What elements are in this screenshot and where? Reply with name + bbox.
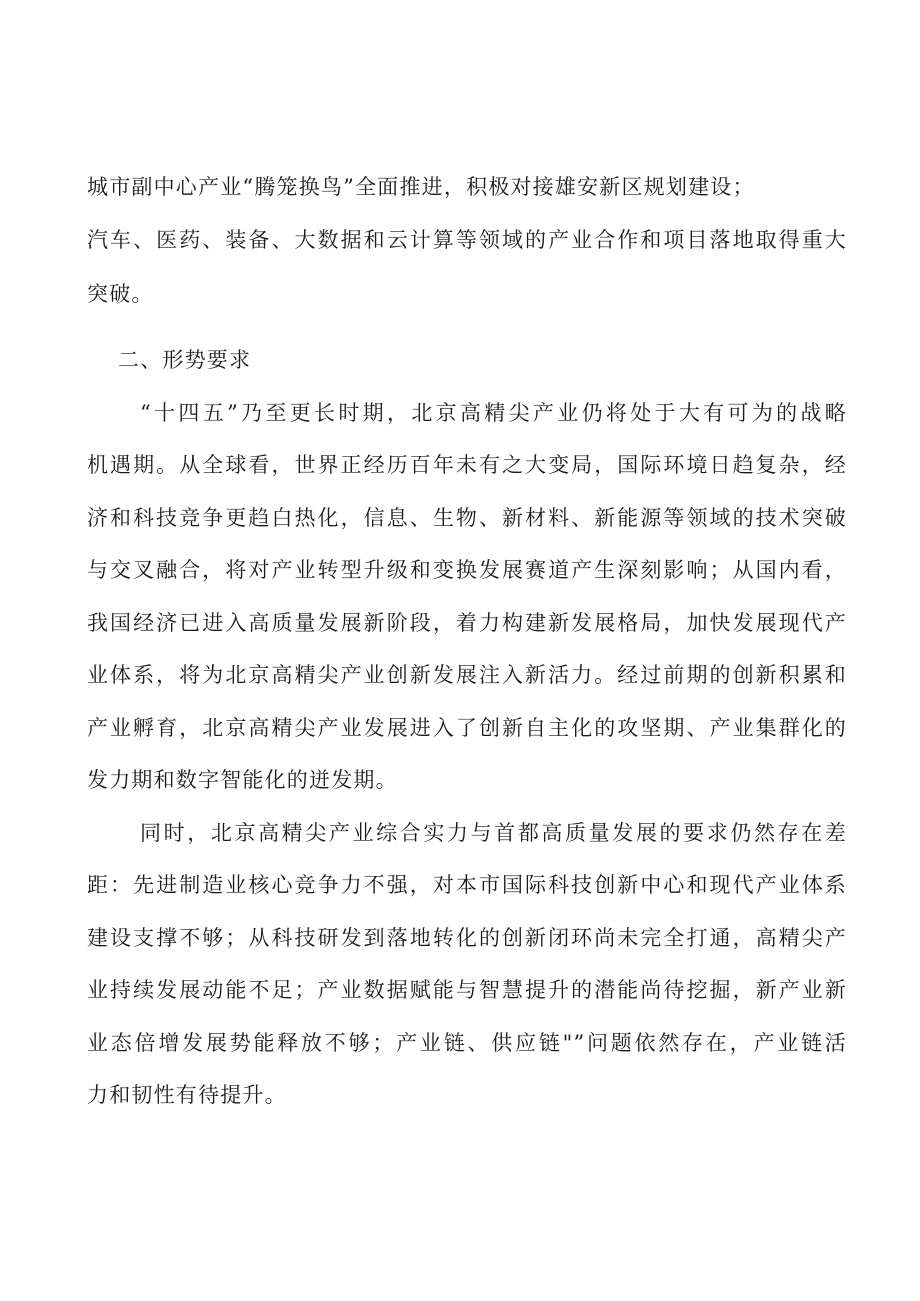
paragraph1-line-1: “十四五”乃至更长时期，北京高精尖产业仍将处于大有可为的战略 <box>140 401 847 425</box>
paragraph2-line-6: 力和韧性有待提升。 <box>87 1083 287 1107</box>
paragraph1-line-6: 业体系，将为北京高精尖产业创新发展注入新活力。经过前期的创新积累和 <box>87 663 847 687</box>
intro-line-3: 突破。 <box>87 282 154 306</box>
intro-line-2: 汽车、医药、装备、大数据和云计算等领域的产业合作和项目落地取得重大 <box>87 228 847 252</box>
section-heading: 二、形势要求 <box>118 348 252 372</box>
paragraph2-line-3: 建设支撑不够；从科技研发到落地转化的创新闭环尚未完全打通，高精尖产 <box>87 926 847 950</box>
paragraph1-line-5: 我国经济已进入高质量发展新阶段，着力构建新发展格局，加快发展现代产 <box>87 611 847 635</box>
paragraph1-line-7: 产业孵育，北京高精尖产业发展进入了创新自主化的攻坚期、产业集群化的 <box>87 716 847 740</box>
paragraph1-line-4: 与交叉融合，将对产业转型升级和变换发展赛道产生深刻影响；从国内看， <box>87 558 847 582</box>
paragraph1-line-2: 机遇期。从全球看，世界正经历百年未有之大变局，国际环境日趋复杂，经 <box>87 453 847 477</box>
paragraph1-line-8: 发力期和数字智能化的迸发期。 <box>87 768 398 792</box>
paragraph2-line-1: 同时，北京高精尖产业综合实力与首都高质量发展的要求仍然存在差 <box>140 821 847 845</box>
paragraph2-line-5: 业态倍增发展势能释放不够；产业链、供应链"”问题依然存在，产业链活 <box>87 1031 847 1055</box>
paragraph2-line-2: 距：先进制造业核心竞争力不强，对本市国际科技创新中心和现代产业体系 <box>87 873 847 897</box>
intro-line-1: 城市副中心产业“腾笼换鸟”全面推进，积极对接雄安新区规划建设； <box>87 175 755 199</box>
paragraph2-line-4: 业持续发展动能不足；产业数据赋能与智慧提升的潜能尚待挖掘，新产业新 <box>87 978 847 1002</box>
paragraph1-line-3: 济和科技竞争更趋白热化，信息、生物、新材料、新能源等领域的技术突破 <box>87 506 847 530</box>
